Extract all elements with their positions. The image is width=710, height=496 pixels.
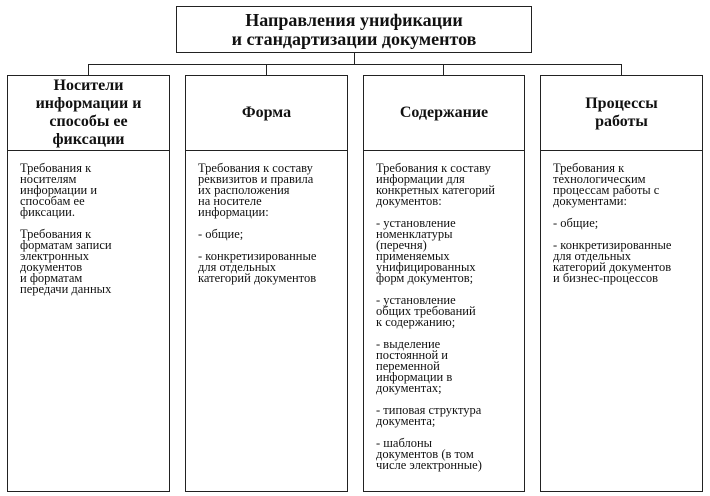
text-line: - выделение [376, 337, 441, 351]
text-line: информации и [20, 183, 98, 197]
column-header-label [242, 104, 291, 122]
column-header-form [185, 75, 348, 151]
connector-col-3 [443, 64, 444, 75]
diagram-title [232, 11, 477, 49]
text-line: общих требований [376, 304, 476, 318]
text-line: - установление [376, 293, 456, 307]
requirement-paragraph [553, 163, 694, 207]
text-line: категорий документов [198, 271, 317, 285]
column-header-label [585, 95, 658, 131]
text-line: информации: [198, 205, 269, 219]
connector-bus [88, 64, 622, 65]
connector-trunk [354, 53, 355, 64]
text-line: электронных [20, 249, 89, 263]
column-header-label [400, 104, 488, 122]
text-line: категорий документов [553, 260, 672, 274]
requirement-paragraph [376, 163, 516, 207]
text-line: переменной [376, 359, 440, 373]
text-line: для отдельных [553, 249, 632, 263]
text-line: (перечня) [376, 238, 427, 252]
header-line: фиксации [52, 131, 125, 148]
text-line: числе электронные) [376, 458, 482, 472]
header-line: Носители [53, 77, 124, 94]
text-line: конкретных категорий [376, 183, 495, 197]
text-line: их расположения [198, 183, 290, 197]
text-line: информации в [376, 370, 453, 384]
requirement-paragraph [553, 218, 694, 229]
text-line: для отдельных [198, 260, 277, 274]
diagram-title-box [176, 6, 532, 53]
text-line: документами: [553, 194, 627, 208]
requirement-paragraph [376, 295, 516, 328]
column-header-label [36, 77, 142, 149]
text-line: - шаблоны [376, 436, 433, 450]
text-line: - конкретизированные [553, 238, 672, 252]
column-body-media [7, 150, 170, 492]
text-line: документов (в том [376, 447, 474, 461]
column-body-form [185, 150, 348, 492]
column-header-processes [540, 75, 703, 151]
text-line: - установление [376, 216, 456, 230]
text-line: Требования к составу [198, 161, 313, 175]
text-line: к содержанию; [376, 315, 456, 329]
text-line: - общие; [553, 216, 599, 230]
requirement-paragraph [376, 405, 516, 427]
text-line: и бизнес-процессов [553, 271, 659, 285]
title-line-2: и стандартизации документов [231, 28, 477, 49]
text-line: - конкретизированные [198, 249, 317, 263]
text-line: Требования к составу [376, 161, 491, 175]
text-line: Требования к [20, 161, 92, 175]
requirement-paragraph [198, 251, 339, 284]
column-body-processes [540, 150, 703, 492]
requirement-paragraph [20, 229, 161, 295]
text-line: унифицированных [376, 260, 476, 274]
text-line: форматам записи [20, 238, 112, 252]
text-line: на носителе [198, 194, 262, 208]
connector-col-2 [266, 64, 267, 75]
requirement-paragraph [376, 218, 516, 284]
text-line: применяемых [376, 249, 450, 263]
header-line: Процессы [585, 95, 658, 112]
header-line: способы ее [49, 113, 128, 130]
title-line-1: Направления унификации [245, 9, 463, 30]
requirement-paragraph [198, 229, 339, 240]
text-line: документов: [376, 194, 442, 208]
header-line: Форма [241, 104, 292, 121]
text-line: Требования к [553, 161, 625, 175]
text-line: - типовая структура [376, 403, 482, 417]
header-line: работы [595, 113, 648, 130]
text-line: процессам работы с [553, 183, 660, 197]
requirement-paragraph [376, 339, 516, 394]
text-line: - общие; [198, 227, 244, 241]
text-line: и форматам [20, 271, 83, 285]
column-header-media [7, 75, 170, 151]
requirement-paragraph [20, 163, 161, 218]
text-line: способам ее [20, 194, 85, 208]
header-line: информации и [35, 95, 142, 112]
text-line: документов [20, 260, 83, 274]
text-line: реквизитов и правила [198, 172, 314, 186]
column-body-content [363, 150, 525, 492]
text-line: документа; [376, 414, 436, 428]
text-line: Требования к [20, 227, 92, 241]
text-line: форм документов; [376, 271, 474, 285]
text-line: документах; [376, 381, 442, 395]
column-header-content [363, 75, 525, 151]
connector-col-4 [621, 64, 622, 75]
text-line: фиксации. [20, 205, 75, 219]
text-line: передачи данных [20, 282, 112, 296]
header-line: Содержание [399, 104, 489, 121]
requirement-paragraph [553, 240, 694, 284]
text-line: носителям [20, 172, 77, 186]
text-line: номенклатуры [376, 227, 453, 241]
text-line: информации для [376, 172, 465, 186]
text-line: технологическим [553, 172, 646, 186]
requirement-paragraph [376, 438, 516, 471]
requirement-paragraph [198, 163, 339, 218]
connector-col-1 [88, 64, 89, 75]
text-line: постоянной и [376, 348, 448, 362]
